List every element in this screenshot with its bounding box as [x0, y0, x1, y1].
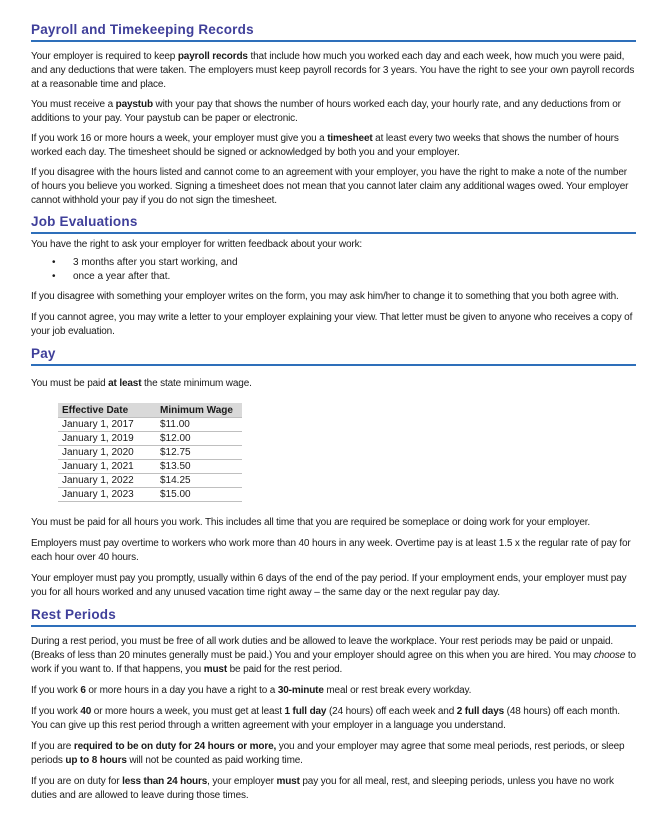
list-item: • once a year after that. [52, 270, 171, 282]
table-row: January 1, 2023 $15.00 [58, 488, 242, 502]
paragraph: If you are on duty for less than 24 hours, your employer must pay you for all meal, rest, and sleeping periods, unless you have no work duties and are allowed to leave during those times. [31, 776, 614, 801]
column-header-minimum-wage: Minimum Wage [156, 403, 242, 418]
table-row: January 1, 2021 $13.50 [58, 460, 242, 474]
table-row: January 1, 2020 $12.75 [58, 446, 242, 460]
table-row: January 1, 2017 $11.00 [58, 418, 242, 432]
paragraph: You have the right to ask your employer for written feedback about your work: [31, 239, 363, 250]
minimum-wage-table [58, 403, 242, 502]
table-row: January 1, 2019 $12.00 [58, 432, 242, 446]
section-heading-pay: Pay [31, 346, 636, 366]
paragraph: Your employer is required to keep payroll records that include how much you worked each day and each week, how much you were paid, and any deductions that were taken. The employers must keep payroll records for 3 years. You have the right to see your own payroll records at a reasonable time and place. [31, 51, 635, 90]
paragraph: If you are required to be on duty for 24 hours or more, you and your employer may agree that some meal periods, rest periods, or sleep periods up to 8 hours will not be counted as paid working time. [31, 741, 625, 766]
section-heading-rest-periods: Rest Periods [31, 607, 636, 627]
table-header-row [58, 403, 242, 418]
paragraph: You must be paid at least the state minimum wage. [31, 378, 252, 389]
paragraph: If you disagree with something your employer writes on the form, you may ask him/her to change it to something that you both agree with. [31, 291, 619, 302]
paragraph: Employers must pay overtime to workers who work more than 40 hours in any week. Overtime pay is at least 1.5 x the regular rate of pay for each hour over 40 hours. [31, 538, 631, 563]
paragraph: If you disagree with the hours listed and cannot come to an agreement with your employer, you have the right to make a note of the number of hours you believe you worked. Signing a timesheet does not mean that you cannot later claim any additional wages owed. Your employer cannot withhold your pay if you do not sign the timesheet. [31, 167, 629, 206]
paragraph: If you cannot agree, you may write a letter to your employer explaining your view. That letter must be given to anyone who receives a copy of your job evaluation. [31, 312, 633, 337]
paragraph: You must be paid for all hours you work. This includes all time that you are required be someplace or doing work for your employer. [31, 517, 590, 528]
table-row: January 1, 2022 $14.25 [58, 474, 242, 488]
section-rest-periods [31, 607, 636, 803]
bullet-icon: • [52, 270, 56, 282]
paragraph: If you work 16 or more hours a week, your employer must give you a timesheet at least every two weeks that shows the number of hours worked each day. The timesheet should be signed or acknowledged by both you and your employer. [31, 133, 619, 158]
section-job-evaluations [31, 214, 636, 339]
section-heading-job-evaluations: Job Evaluations [31, 214, 636, 234]
paragraph: During a rest period, you must be free of all work duties and be allowed to leave the workplace. Your rest periods may be paid or unpaid. (Breaks of less than 20 minutes generally must be paid.) You and your employer should agree on this when you are hired. You may choose to work if you want to. If that happens, you must be paid for the rest period. [31, 636, 636, 675]
column-header-effective-date: Effective Date [58, 403, 156, 418]
section-heading-payroll: Payroll and Timekeeping Records [31, 22, 636, 42]
paragraph: If you work 6 or more hours in a day you have a right to a 30-minute meal or rest break every workday. [31, 685, 472, 696]
paragraph: If you work 40 or more hours a week, you must get at least 1 full day (24 hours) off each week and 2 full days (48 hours) off each month. You can give up this rest period through a written agreement with your employer in a language you understand. [31, 706, 620, 731]
section-payroll [31, 22, 636, 208]
bullet-list [31, 256, 636, 283]
paragraph: Your employer must pay you promptly, usually within 6 days of the end of the pay period. If your employment ends, your employer must pay you for all hours worked and any unused vacation time right away – the same day or the next regular pay day. [31, 573, 627, 598]
paragraph: You must receive a paystub with your pay that shows the number of hours worked each day, your hourly rate, and any deductions from or additions to your pay. Your paystub can be paper or electronic. [31, 99, 621, 124]
section-pay [31, 346, 636, 600]
list-item: • 3 months after you start working, and [52, 257, 238, 268]
document-page [31, 22, 636, 803]
bullet-icon: • [52, 257, 56, 268]
